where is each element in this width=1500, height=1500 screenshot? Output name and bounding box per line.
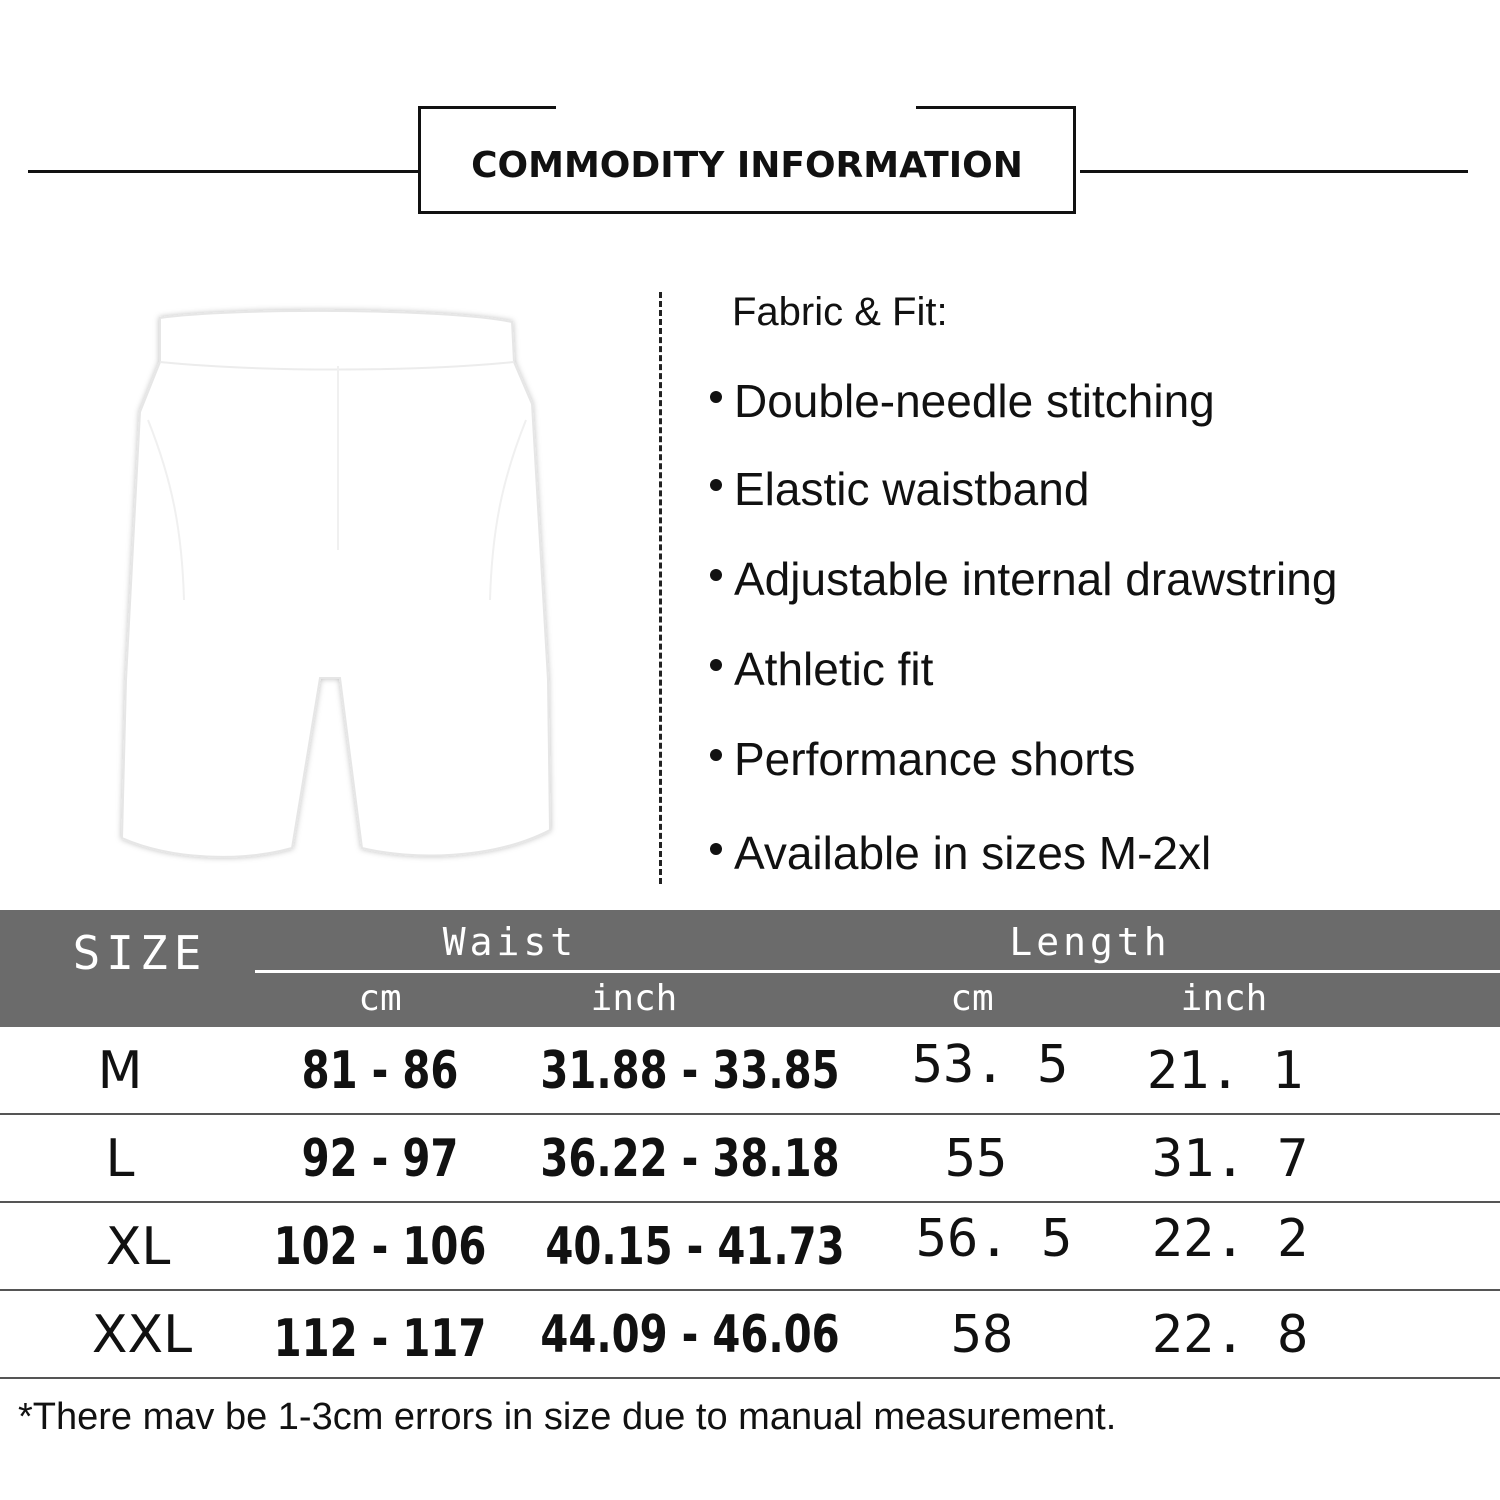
cell-waist-inch: 31.88 - 33.85 [540, 1041, 840, 1101]
page-title: COMMODITY INFORMATION [471, 145, 1023, 186]
header-rule-left [28, 170, 418, 173]
cell-length-cm: 53. 5 [911, 1035, 1069, 1095]
size-column-header: SIZE [72, 926, 208, 980]
cell-length-inch: 21. 1 [1146, 1041, 1304, 1101]
length-column-header: Length [1009, 920, 1171, 964]
cell-waist-cm: 92 - 97 [301, 1129, 459, 1189]
cell-length-cm: 55 [944, 1129, 1008, 1189]
cell-waist-inch: 44.09 - 46.06 [540, 1305, 840, 1365]
cell-waist-cm: 112 - 117 [273, 1309, 487, 1369]
unit-length-cm: cm [950, 978, 994, 1019]
unit-length-inch: inch [1180, 978, 1268, 1019]
cell-length-inch: 22. 8 [1151, 1305, 1309, 1365]
cell-size: L [105, 1129, 135, 1189]
cell-waist-inch: 36.22 - 38.18 [540, 1129, 840, 1189]
measurement-note: *There mav be 1-3cm errors in size due to manual measurement. [18, 1396, 1117, 1438]
header-underline [255, 970, 1500, 973]
bullet-icon [710, 843, 722, 855]
unit-waist-inch: inch [590, 978, 678, 1019]
bullet-icon [710, 391, 722, 403]
table-row [0, 1115, 1500, 1203]
table-row [0, 1203, 1500, 1291]
size-table-header [0, 910, 1500, 1027]
shorts-body [122, 311, 550, 857]
cell-waist-cm: 81 - 86 [301, 1041, 459, 1101]
feature-item: Athletic fit [710, 642, 933, 696]
cell-waist-cm: 102 - 106 [273, 1217, 487, 1277]
table-row [0, 1291, 1500, 1379]
features-heading: Fabric & Fit: [732, 290, 948, 334]
waist-column-header: Waist [442, 920, 578, 964]
feature-item: Elastic waistband [710, 462, 1089, 516]
bullet-icon [710, 749, 722, 761]
header-rule-right [1080, 170, 1468, 173]
cell-length-cm: 58 [950, 1305, 1014, 1365]
bullet-icon [710, 479, 722, 491]
bullet-icon [710, 569, 722, 581]
cell-length-inch: 22. 2 [1151, 1209, 1309, 1269]
shorts-illustration [112, 300, 560, 870]
feature-item: Performance shorts [710, 732, 1135, 786]
dashed-divider [659, 292, 662, 884]
unit-waist-cm: cm [358, 978, 402, 1019]
feature-item: Available in sizes M-2xl [710, 826, 1211, 880]
bullet-icon [710, 659, 722, 671]
cell-waist-inch: 40.15 - 41.73 [545, 1217, 845, 1277]
cell-length-cm: 56. 5 [915, 1209, 1073, 1269]
feature-item: Double-needle stitching [710, 374, 1215, 428]
cell-size: XL [105, 1217, 171, 1277]
title-box-gap [556, 105, 916, 111]
table-row [0, 1027, 1500, 1115]
row-separator [0, 1377, 1500, 1379]
cell-size: M [97, 1041, 143, 1101]
feature-item: Adjustable internal drawstring [710, 552, 1337, 606]
cell-size: XXL [91, 1305, 193, 1365]
title-box [418, 106, 1076, 214]
cell-length-inch: 31. 7 [1151, 1129, 1309, 1189]
